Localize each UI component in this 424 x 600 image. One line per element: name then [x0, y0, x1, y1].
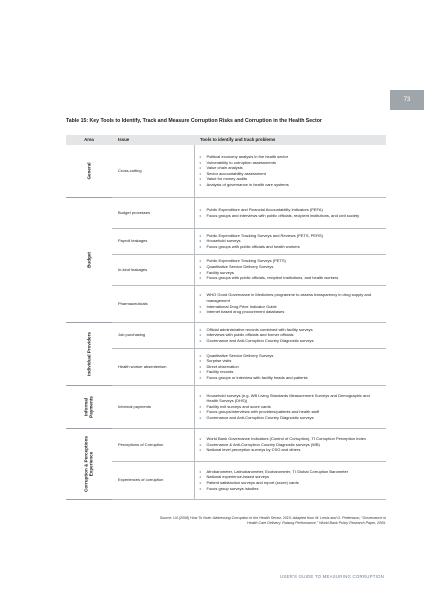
table-row	[66, 322, 386, 348]
tool-item: • Household surveys (e.g. WB Living Standards Measurement Surveys and Demographic and Health Surveys (DHS))	[199, 393, 383, 404]
tool-item: • Focus group surveys /studies	[199, 486, 383, 492]
issue-cell: Health worker absenteeism	[112, 348, 194, 385]
area-label: Budget	[86, 251, 92, 268]
tool-item: • Value chain analysis	[199, 165, 383, 171]
tool-item: • Public Expenditure Tracking Surveys and Reviews (PETS, PERS)	[199, 233, 383, 239]
table-row	[66, 285, 386, 322]
area-label: Individual Providers	[86, 331, 92, 376]
table-row	[66, 197, 386, 228]
tool-item: • Facility surveys	[199, 270, 383, 276]
column-header-tools: Tools to identify and track problems	[194, 135, 386, 145]
tool-item: • Focus groups or interview with facility heads and patients	[199, 375, 383, 381]
tool-item: • Quantitative Service Delivery Surveys	[199, 353, 383, 359]
tool-item: • Vulnerability to corruption assessments	[199, 160, 383, 166]
table-row	[66, 145, 386, 197]
area-label: Informal Payments	[83, 395, 94, 418]
area-label: General	[86, 162, 92, 180]
tools-cell	[194, 254, 386, 285]
tool-item: • World Bank Governance Indicators (Control of Corruption), TI Corruption Perception Index	[199, 436, 383, 442]
issue-cell: Budget processes	[112, 197, 194, 228]
tool-item: • Public Expenditure Tracking Surveys (PETS)	[199, 258, 383, 264]
tool-item: • Analysis of governance in health care systems	[199, 182, 383, 188]
table-row	[66, 428, 386, 461]
tool-item: • Direct observation	[199, 364, 383, 370]
tool-item: • Afrobarometer, Latinobarometer, Ecobarometer, TI Global Corruption Barometer	[199, 469, 383, 475]
table-title: Table 15: Key Tools to Identify, Track and Measure Corruption Risks and Corruption in the Health Sector	[66, 118, 322, 124]
tool-item: • Governance and Anti-Corruption Country Diagnostic surveys	[199, 415, 383, 421]
issue-cell: Cross-cutting	[112, 145, 194, 197]
area-cell-budget	[66, 197, 112, 322]
table-row	[66, 228, 386, 254]
issue-cell: In-kind leakages	[112, 254, 194, 285]
tools-table	[66, 135, 386, 500]
page-number: 73	[403, 97, 411, 103]
tool-item: • Focus groups with public officials and health workers	[199, 244, 383, 250]
table-row	[66, 348, 386, 385]
tools-cell	[194, 228, 386, 254]
table-header-row	[66, 135, 386, 145]
area-label: Corruption & Perceptions Experience	[83, 435, 94, 492]
tool-item: • Internet based drug procurement databases	[199, 309, 383, 315]
tool-item: • Household surveys	[199, 238, 383, 244]
tool-item: • Sector accountability assessment	[199, 171, 383, 177]
issue-cell: Perceptions of Corruption	[112, 428, 194, 461]
tool-item: • Focus groups/interviews with providers/patients and health staff	[199, 409, 383, 415]
tools-cell	[194, 348, 386, 385]
tool-item: • Facility exit surveys and score cards	[199, 404, 383, 410]
tool-item: • Governance and Anti-Corruption Country Diagnostic surveys	[199, 338, 383, 344]
issue-cell: Payroll leakages	[112, 228, 194, 254]
issue-cell: Pharmaceuticals	[112, 285, 194, 322]
table-row	[66, 385, 386, 428]
tool-item: • Public Expenditure and Financial Accountability Indicators (PEFA)	[199, 207, 383, 213]
tools-cell	[194, 428, 386, 461]
area-cell-informal-payments	[66, 385, 112, 428]
tool-item: • National experience-based surveys	[199, 474, 383, 480]
issue-cell: Job purchasing	[112, 322, 194, 348]
tool-item: • National level perception surveys by CSO and others	[199, 447, 383, 453]
tools-cell	[194, 461, 386, 499]
tool-item: • Surprise visits	[199, 358, 383, 364]
tool-item: • WHO Good Governance in Medicines programme to assess transparency in drug supply and management	[199, 292, 383, 303]
area-cell-corruption-perceptions	[66, 428, 112, 499]
tool-item: • Governance & Anti-Corruption Country Diagnostic surveys (WB)	[199, 442, 383, 448]
area-cell-general	[66, 145, 112, 197]
tools-cell	[194, 145, 386, 197]
page-footer: USER'S GUIDE TO MEASURING CORRUPTION	[280, 574, 384, 579]
tool-item: • Patient satisfaction surveys and report (score) cards	[199, 480, 383, 486]
column-header-issue: Issue	[112, 135, 194, 145]
tool-item: • Facility records	[199, 369, 383, 375]
tool-item: • Focus groups and interviews with public officials, recipient institutions, and civil society	[199, 213, 383, 219]
tools-cell	[194, 385, 386, 428]
column-header-area: Area	[66, 135, 112, 145]
tools-cell	[194, 322, 386, 348]
area-cell-individual-providers	[66, 322, 112, 385]
tools-cell	[194, 197, 386, 228]
tool-item: • Interviews with public officials and former officials	[199, 332, 383, 338]
issue-cell: Informal payments	[112, 385, 194, 428]
tool-item: • Official administrative records combined with facility surveys	[199, 327, 383, 333]
tool-item: • Value for money audits	[199, 176, 383, 182]
tool-item: • Political economy analysis in the health sector	[199, 154, 383, 160]
issue-cell: Experiences of corruption	[112, 461, 194, 499]
tool-item: • Focus groups with public officials, recipient institutions, and health workers	[199, 275, 383, 281]
tools-cell	[194, 285, 386, 322]
tool-item: • International Drug Price Indicator Guide	[199, 304, 383, 310]
table-row	[66, 461, 386, 499]
source-note: Source: U4 (2008) How To Note: Addressing Corruption in the Health Sector, 2010; Adapted from M. Lewis and G. Pettersson, "Governance in Health Care Delivery: Raising Performance," World Bank Policy Research Paper, 2009.	[159, 516, 386, 525]
table-row	[66, 254, 386, 285]
page-number-tab	[390, 90, 424, 110]
tool-item: • Quantitative Service Delivery Surveys	[199, 264, 383, 270]
